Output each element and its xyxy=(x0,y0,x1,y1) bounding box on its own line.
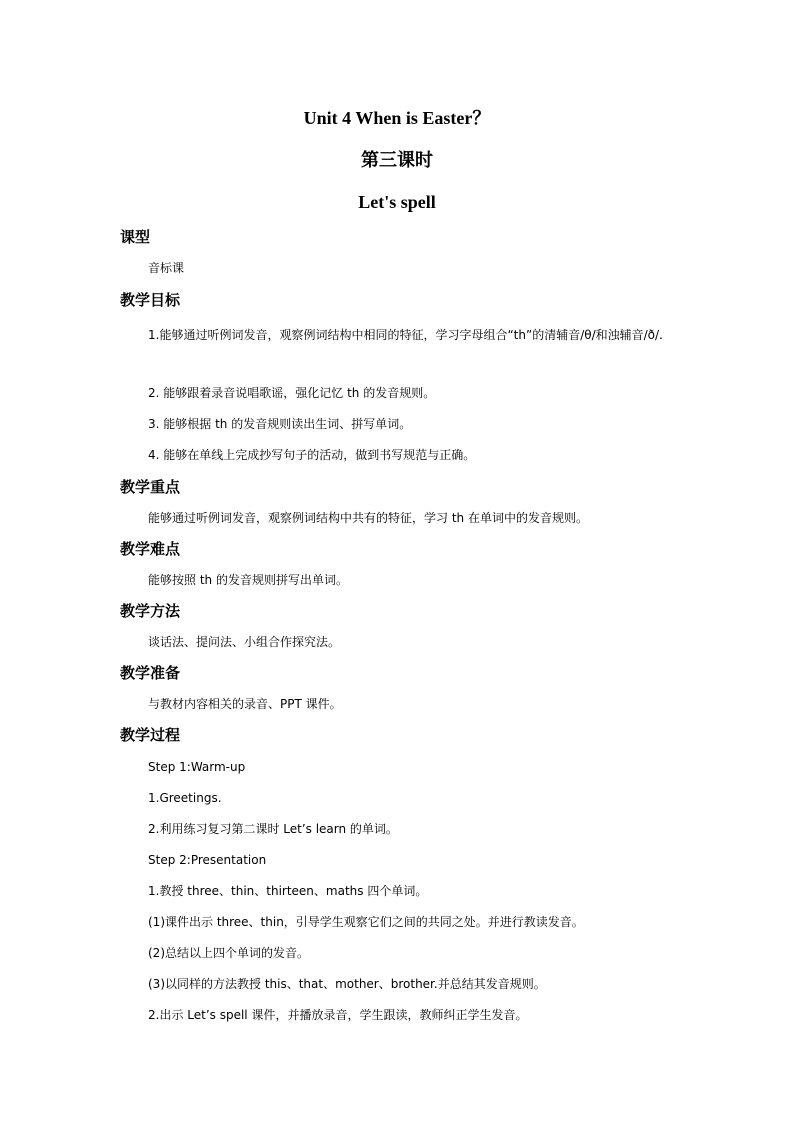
methods-text: 谈话法、提问法、小组合作探究法。 xyxy=(148,635,341,649)
lesson-subtitle: Let's spell xyxy=(358,192,436,212)
objective-item: 1.能够通过听例词发音，观察例词结构中相同的特征，学习字母组合“th”的清辅音/θ/和浊辅音/ð/. xyxy=(148,328,663,342)
process-line: 1.Greetings. xyxy=(148,791,222,805)
process-line: 2.出示 Let’s spell 课件，并播放录音，学生跟读，教师纠正学生发音。 xyxy=(148,1008,528,1022)
process-heading: 教学过程 xyxy=(120,726,181,744)
objective-item: 4. 能够在单线上完成抄写句子的活动，做到书写规范与正确。 xyxy=(148,448,476,462)
lesson-type-text: 音标课 xyxy=(148,261,185,275)
key-points-heading: 教学重点 xyxy=(120,478,181,496)
lesson-type-heading: 课型 xyxy=(120,228,151,246)
objective-item: 2. 能够跟着录音说唱歌谣，强化记忆 th 的发音规则。 xyxy=(148,386,436,400)
preparation-text: 与教材内容相关的录音、PPT 课件。 xyxy=(148,697,342,711)
process-line: 1.教授 three、thin、thirteen、maths 四个单词。 xyxy=(148,884,428,898)
objective-item: 3. 能够根据 th 的发音规则读出生词、拼写单词。 xyxy=(148,417,412,431)
unit-title: Unit 4 When is Easter？ xyxy=(303,108,491,128)
process-line: (2)总结以上四个单词的发音。 xyxy=(148,946,309,960)
lesson-period-title: 第三课时 xyxy=(361,150,433,170)
methods-heading: 教学方法 xyxy=(120,602,181,620)
difficulties-text: 能够按照 th 的发音规则拼写出单词。 xyxy=(148,573,348,587)
process-line: Step 1:Warm-up xyxy=(148,760,246,774)
process-line: 2.利用练习复习第二课时 Let’s learn 的单词。 xyxy=(148,822,398,836)
preparation-heading: 教学准备 xyxy=(120,664,181,682)
process-line: (1)课件出示 three、thin，引导学生观察它们之间的共同之处。并进行教读发音。 xyxy=(148,915,584,929)
difficulties-heading: 教学难点 xyxy=(120,540,181,558)
key-points-text: 能够通过听例词发音，观察例词结构中共有的特征，学习 th 在单词中的发音规则。 xyxy=(148,511,588,525)
process-line: Step 2:Presentation xyxy=(148,853,267,867)
process-line: (3)以同样的方法教授 this、that、mother、brother.并总结其发音规则。 xyxy=(148,977,546,991)
objectives-heading: 教学目标 xyxy=(120,291,181,309)
